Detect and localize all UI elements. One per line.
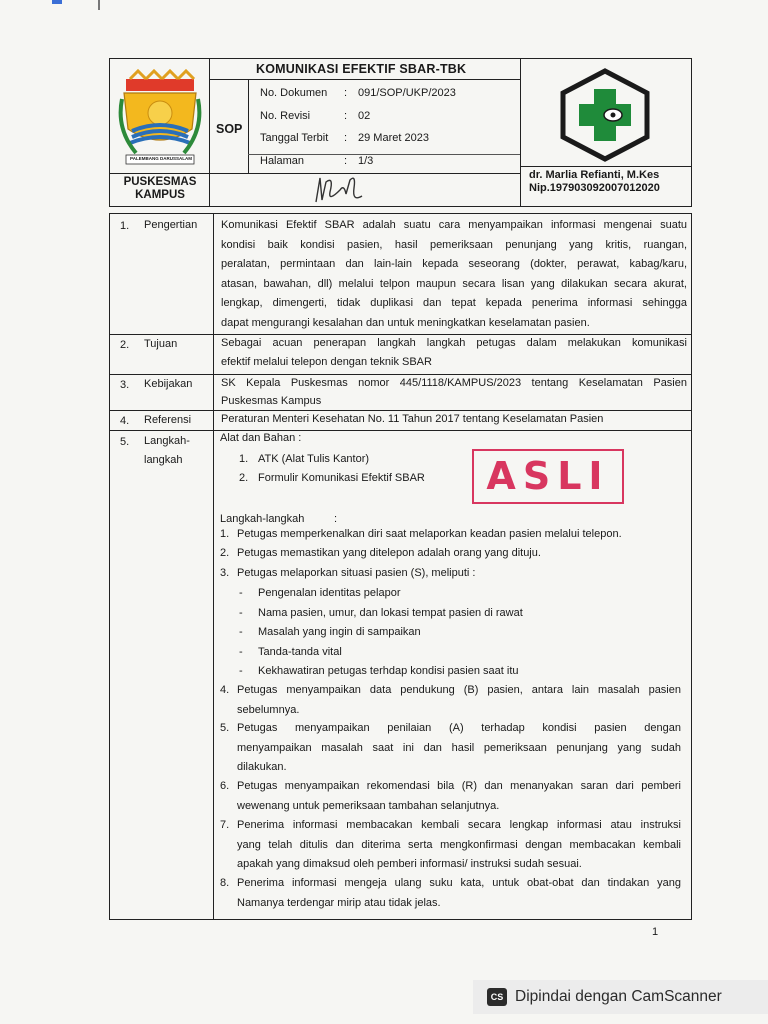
sop-label: SOP bbox=[216, 122, 243, 136]
tool-item: 2. bbox=[239, 472, 249, 484]
emblem-banner: PALEMBANG DARUSSALAM bbox=[130, 156, 192, 161]
camscanner-watermark bbox=[473, 980, 768, 1014]
sub-bullet: - bbox=[239, 626, 243, 638]
section-kebijakan-body: SK Kepala Puskesmas nomor 445/1118/KAMPUS/2023 tentang Keselamatan Pasien Puskesmas Kampus bbox=[221, 377, 687, 407]
step-text: sebelumnya. bbox=[237, 703, 300, 716]
tool-item-text: ATK (Alat Tulis Kantor) bbox=[258, 453, 370, 465]
org-name: PUSKESMAS KAMPUS bbox=[123, 176, 197, 201]
step-text: Petugas menyampaikan data pendukung (B) pasien, antara lain masalah pasien bbox=[237, 684, 681, 696]
document-header: PALEMBANG DARUSSALAM PUSKESMAS KAMPUS KOMUNIKASI EFEKTIF SBAR-TBK SOP No. Dokumen : 091/SOP/UKP/2023 No. Revisi : 02 Tanggal Terbit : 29 Maret 2023 Halaman : 1/3 dr. Marlia Refianti, M.Kes Nip.197903092007012020 bbox=[109, 58, 692, 207]
section-label: Referensi bbox=[144, 414, 192, 426]
section-tujuan-body: Sebagai acuan penerapan langkah langkah petugas dalam melakukan komunikasi efektif melalui telepon dengan teknik SBAR bbox=[221, 337, 687, 368]
sub-bullet: - bbox=[239, 645, 243, 658]
steps-heading-colon: : bbox=[334, 513, 338, 525]
camscanner-label: Dipindai dengan CamScanner bbox=[515, 988, 722, 1005]
step-number: 7. bbox=[220, 819, 230, 831]
section-number: 3. bbox=[120, 379, 130, 391]
signer-block: dr. Marlia Refianti, M.Kes Nip.197903092007012020 bbox=[529, 169, 660, 194]
tools-heading: Alat dan Bahan : bbox=[220, 432, 302, 444]
puskesmas-logo-icon bbox=[555, 67, 655, 163]
step-text: Penerima informasi mengeja ulang suku kata, untuk obat-obat dan tindakan yang bbox=[237, 877, 681, 889]
step-number: 5. bbox=[220, 722, 230, 734]
sub-item-text: Kekhawatiran petugas terhdap kondisi pasien saat itu bbox=[258, 665, 519, 677]
step-text: Petugas memastikan yang ditelepon adalah orang yang dituju. bbox=[237, 547, 541, 559]
section-number: 5. bbox=[120, 436, 130, 448]
step-number: 6. bbox=[220, 780, 230, 792]
step-text: Petugas melaporkan situasi pasien (S), meliputi : bbox=[237, 567, 476, 579]
section-label: Pengertian bbox=[144, 219, 198, 231]
section-number: 1. bbox=[120, 220, 130, 232]
section-label: Kebijakan bbox=[144, 378, 193, 390]
steps-heading: Langkah-langkah bbox=[220, 513, 305, 525]
sub-item-text: Masalah yang ingin di sampaikan bbox=[258, 626, 421, 638]
step-text: Petugas memperkenalkan diri saat melaporkan keadan pasien melalui telepon. bbox=[237, 528, 622, 540]
sub-bullet: - bbox=[239, 587, 243, 599]
sub-item-text: Tanda-tanda vital bbox=[258, 645, 342, 658]
step-text: dilakukan. bbox=[237, 761, 287, 773]
section-pengertian-body: Komunikasi Efektif SBAR adalah suatu cara menyampaikan informasi mengenai suatu kondisi baik kondisi pasien, hasil pemeriksaan penunjang yang kritis, ruangan, peralatan, permintaan dan lain-lain kepada seseorang (dokter, perawat, kabag/karu, atasan, bawahan, dll) melalui telpon maupun secara lisan yang dilakukan secara akurat, lengkap, dimengerti, tidak duplikasi dan tepat kepada penerima informasi sehingga dapat mengurangi kesalahan dan untuk meningkatkan keselamatan pasien. bbox=[221, 219, 687, 329]
step-number: 2. bbox=[220, 547, 230, 559]
section-number: 2. bbox=[120, 339, 130, 351]
section-referensi-body: Peraturan Menteri Kesehatan No. 11 Tahun 2017 tentang Keselamatan Pasien bbox=[221, 413, 604, 425]
scan-edge-mark bbox=[52, 0, 62, 4]
step-text: Penerima informasi membacakan kembali secara lengkap informasi atau instruksi bbox=[237, 819, 681, 831]
step-number: 8. bbox=[220, 877, 230, 889]
step-number: 1. bbox=[220, 528, 230, 540]
asli-stamp: ASLI bbox=[472, 449, 624, 504]
step-number: 4. bbox=[220, 684, 230, 696]
section-number: 4. bbox=[120, 415, 130, 427]
scan-edge-mark bbox=[98, 0, 100, 10]
step-number: 3. bbox=[220, 567, 230, 579]
camscanner-icon: CS bbox=[487, 988, 507, 1006]
tool-item: 1. bbox=[239, 453, 249, 465]
step-text: yang telah ditulis dan diterima serta mengkonfirmasi dengan membacakan kembali bbox=[237, 838, 681, 851]
step-text: Namanya terdengar mirip atau tidak jelas. bbox=[237, 896, 441, 909]
section-label: Langkah- langkah bbox=[144, 435, 190, 466]
document-title: KOMUNIKASI EFEKTIF SBAR-TBK bbox=[256, 62, 467, 76]
sub-bullet: - bbox=[239, 606, 243, 619]
signature-icon bbox=[310, 172, 380, 206]
sub-item-text: Pengenalan identitas pelapor bbox=[258, 587, 401, 599]
step-text: apakah yang dimaksud oleh pemberi informasi/ instruksi sudah sesuai. bbox=[237, 858, 582, 870]
step-text: wewenang untuk pemeriksaan tambahan selanjutnya. bbox=[237, 799, 500, 812]
step-text: Petugas menyampaikan rekomendasi bila (R) dan menanyakan saran dari pemberi bbox=[237, 780, 681, 792]
step-text: Petugas menyampaikan penilaian (A) terhadap kondisi pasien dengan bbox=[237, 722, 681, 734]
sub-bullet: - bbox=[239, 665, 243, 677]
sub-item-text: Nama pasien, umur, dan lokasi tempat pasien di rawat bbox=[258, 606, 523, 619]
page-number: 1 bbox=[652, 926, 659, 938]
step-text: menyampaikan masalah saat ini dan hasil pemeriksaan penunjang yang sudah bbox=[237, 741, 681, 754]
tool-item-text: Formulir Komunikasi Efektif SBAR bbox=[258, 472, 425, 484]
section-label: Tujuan bbox=[144, 338, 178, 350]
